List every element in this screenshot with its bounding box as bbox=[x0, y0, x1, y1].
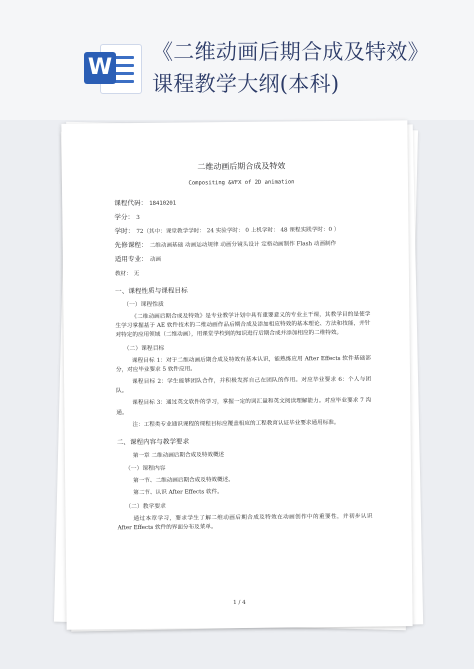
note: 注：工程类专业通识课程的课程目标应覆盖相应的工程教育认证毕业要求通用标准。 bbox=[132, 419, 340, 428]
paragraph: 通过本章学习，要求学生了解二维动画后期合成及特效在动画创作中的重要性，并初步认识 After Effects 软件的界面分布及菜单。 bbox=[117, 513, 373, 532]
info-label: 适用专业： bbox=[114, 254, 148, 264]
info-label: 课程代码： bbox=[114, 198, 148, 208]
info-value: 3 bbox=[136, 215, 140, 222]
paragraph: 课程目标 1：对于二维动画后期合成及特效有基本认识，能熟练应用 After Effects 软件基础部分，对应毕业要求 5 软件应用。 bbox=[115, 355, 371, 374]
subsection-heading: （一）课程性质 bbox=[123, 301, 164, 309]
info-label: 学时： bbox=[114, 227, 135, 236]
paragraph: 《二维动画后期合成及特效》是专业教学计划中具有重要意义的专业主干课，其教学目的是使学生学习掌握基于 AE 软件技术的二维动画作品后期合成及添加相应特效的基本理论、方法和技能，并针对特定的应用领域（二维动画），用课堂学校到的知识进行后期合成并添加相应的二维特效。 bbox=[115, 311, 371, 339]
info-textbook bbox=[115, 267, 370, 280]
word-logo-tile: W bbox=[84, 52, 116, 84]
info-value: 72（其中：课堂教学学时： 24 实验学时： 0 上机学时： 48 课程实践学时：0 ） bbox=[136, 226, 340, 236]
section-heading: 二、课程内容与教学要求 bbox=[116, 437, 190, 447]
course-title: 二维动画后期合成及特效 bbox=[197, 161, 286, 172]
subsection-heading: （二）课程目标 bbox=[123, 345, 165, 352]
document-page bbox=[61, 120, 412, 630]
list-item: 第一节、二维动画后期合成及特效概述。 bbox=[133, 477, 234, 485]
paragraph: 课程目标 3：通过英文软件的学习，掌握一定的词汇量和英文阅读理解能力。对应毕业要求 7 沟通。 bbox=[116, 398, 372, 416]
course-title-english: Compositing &VFX of 2D animation bbox=[188, 179, 295, 187]
document-title bbox=[152, 36, 429, 100]
word-document-icon bbox=[84, 42, 142, 94]
info-label: 学分： bbox=[114, 213, 135, 222]
paragraph: 课程目标 2：学生能够团队合作，并积极发挥自己在团队的作用。对应毕业要求 6：个人与团队。 bbox=[116, 376, 372, 395]
info-value: 二维动画基础 动画运动规律 动画分镜头设计 定格动画制作 Flash 动画制作 bbox=[149, 240, 337, 249]
info-major bbox=[115, 253, 370, 266]
document-title-line-1: 《二维动画后期合成及特效》 bbox=[152, 40, 429, 64]
chapter-title: 第一章 二维动画后期合成及特效概述 bbox=[132, 452, 225, 460]
info-value: 动画 bbox=[149, 256, 162, 263]
info-hours bbox=[114, 225, 369, 238]
subsection-heading: （一）课程内容 bbox=[124, 465, 166, 473]
info-value: 无 bbox=[133, 271, 140, 278]
info-credits bbox=[114, 211, 369, 224]
info-course-code bbox=[114, 197, 369, 210]
info-value: 18410201 bbox=[149, 200, 177, 207]
page-number: 1 / 4 bbox=[233, 599, 246, 607]
subsection-heading: （二）教学要求 bbox=[125, 503, 166, 510]
document-title-line-2: 课程教学大纲(本科) bbox=[152, 72, 340, 96]
info-label: 先修课程： bbox=[114, 240, 148, 250]
info-label: 教材： bbox=[114, 271, 132, 278]
section-heading: 一、课程性质与课程目标 bbox=[115, 286, 188, 296]
list-item: 第二节、认识 After Effects 软件。 bbox=[133, 489, 223, 497]
page-content bbox=[114, 161, 373, 537]
info-prerequisites bbox=[115, 239, 370, 252]
